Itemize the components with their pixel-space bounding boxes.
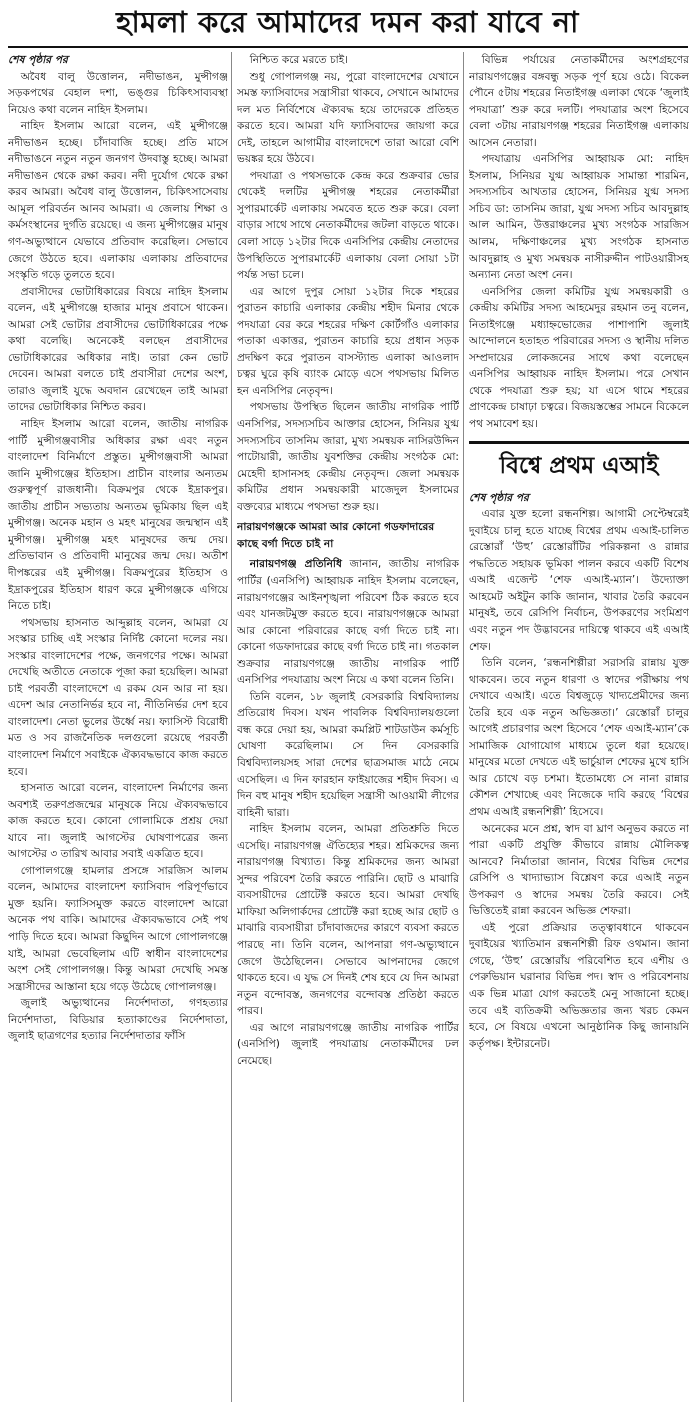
paragraph: এবার যুক্ত হলো রন্ধনশিল্প। আগামী সেপ্টেম্বরেই দুবাইয়ে চালু হতে যাচ্ছে বিশ্বের প্রথম এআই-চালিত রেস্তোরাঁ ‘উহু’ রেস্তোরাঁটির পরিকল্পনা ও রান্নার পদ্ধতিতে সহায়ক ভূমিকা পালন করবে একটি বিশেষ এআই এজেন্ট ‘শেফ এআই-ম্যান’। উদ্যোক্তা আহমেট অইটুন কাকি জানান, খাবার তৈরি করবেন মানুষই, তবে রেসিপি নির্বাচন, উপকরণের সংমিশ্রণ এবং নতুন পদ উদ্ভাবনের দায়িত্বে থাকবে এই এআই শেফ। — [469, 508, 689, 653]
paragraph: প্রবাসীদের ভোটাধিকারের বিষয়ে নাহিদ ইসলাম বলেন, এই মুন্সীগঞ্জে হাজার মানুষ প্রবাসে থাকেন। আমরা সেই ভোটার প্রবাসীদের ভোটাধিকারের পক্ষে কথা বলেছি। অনেকেই বলছেন প্রবাসীদের ভোটাধিকারের অধিকার নাই। তারা কেন ভোট দেবেন। আমরা বলতে চাই প্রবাসীরা দেশের অংশ, তারাও জুলাই যুদ্ধে অবদান রেখেছেন তাই আমরা তাদের ভোটাধিকার নিশ্চিত করব। — [8, 285, 228, 414]
paragraph: নাহিদ ইসলাম আরো বলেন, জাতীয় নাগরিক পার্টি মুন্সীগঞ্জবাসীর অধিকার রক্ষা এবং নতুন বাংলাদেশ বিনির্মাণে প্রস্তুত। মুন্সীগঞ্জবাসী আমরা জানি মুন্সীগঞ্জের ইতিহাস। প্রাচীন বাংলার অন্যতম গুরুত্বপূর্ণ রাজধানী। বিক্রমপুর থেকে ইদ্রাকপুর। জাতীয় প্রাচীন সভ্যতায় অন্যতম ভূমিকায় ছিল এই মুন্সীগঞ্জ। অনেক মহান ও মহৎ মানুষের জন্মস্থান এই মুন্সীগঞ্জ। মুন্সীগঞ্জ মহৎ মানুষদের জন্ম দেয়। প্রতিভাবান ও প্রতিবাদী মানুষের জন্ম দেয়। অতীশ দীপঙ্করের এই মুন্সীগঞ্জ। বিক্রমপুরের ইতিহাস ও ইদ্রাকপুরের ইতিহাস ধারণ করে মুন্সীগঞ্জকে এগিয়ে নিতে চাই। — [8, 418, 228, 613]
headline-rule — [8, 46, 688, 48]
paragraph: পথসভায় উপস্থিত ছিলেন জাতীয় নাগরিক পার্টি এনসিপির, সদস্যসচিব আক্তার হোসেন, সিনিয়র যুগ্ম সদস্যসচিব তাসনিম জারা, মুখ্য সমন্বয়ক নাসিরউদ্দিন পাটোয়ারী, জাতীয় যুবশক্তির কেন্দ্রীয় সংগঠক মো: মেহেদী হাসানসহ কেন্দ্রীয় নেতৃবৃন্দ। জেলা সমন্বয়ক কমিটির প্রধান সমন্বয়কারী মাজেদুল ইসলামের বক্তব্যের মাধ্যমে পথসভা শুরু হয়। — [237, 401, 459, 513]
paragraph: শুধু গোপালগঞ্জ নয়, পুরো বাংলাদেশের যেখানে সমস্ত ফ্যাসিবাদের সন্ত্রাসীরা থাকবে, সেখানে আমাদের দল মত নির্বিশেষে ঐক্যবদ্ধ হয়ে তাদেরকে প্রতিহত করতে হবে। আমরা যদি ফ্যাসিবাদের জায়গা করে দেই, তাহলে আগামীর বাংলাদেশে তারা আরো বেশি ভয়ঙ্কর হয়ে উঠবে। — [237, 70, 459, 166]
paragraph: তিনি বলেন, ১৮ জুলাই বেসরকারি বিশ্ববিদ্যালয় প্রতিরোধ দিবস। যখন পাবলিক বিশ্ববিদ্যালয়গুলো বন্ধ করে দেয়া হয়, আমরা কমপ্লিট শাটডাউন কর্মসূচি ঘোষণা করেছিলাম। সে দিন বেসরকারি বিশ্ববিদ্যালয়সহ সারা দেশের ছাত্রসমাজ মাঠে নেমে এসেছিল। এ দিন ফারহান ফাইয়াজের শহীদ দিবস। এ দিন বহু মানুষ শহীদ হয়েছিল সন্ত্রাসী আওয়ামী লীগের বাহিনী দ্বারা। — [237, 690, 459, 819]
paragraph: নাহিদ ইসলাম আরো বলেন, এই মুন্সীগঞ্জে নদীভাঙন হচ্ছে। চাঁদাবাজি হচ্ছে। প্রতি মাসে নদীভাঙনে নতুন নতুন জনগণ উদবাস্তু হচ্ছে। আমরা নদীভাঙন থেকে রক্ষা করব। নদী দুর্যোগ থেকে রক্ষা করব আমরা। অবৈধ বালু উত্তোলন, চিকিৎসাসেবায় আমূল পরিবর্তন আনব আমরা। এ জেলায় শিক্ষা ও কর্মসংস্থানের দুর্গতি রয়েছে। এ জন্য মুন্সীগঞ্জের মানুষ গণ-অভ্যুত্থানে যেভাবে প্রতিবাদ করেছিল। সেভাবে জেগে উঠতে হবে। এলাকায় এলাকায় প্রতিবাদের সংস্কৃতি গড়ে তুলতে হবে। — [8, 120, 228, 282]
article-column-1 — [8, 52, 228, 1402]
continued-from-label: শেষ পৃষ্ঠার পর — [469, 491, 529, 504]
paragraph: এনসিপির জেলা কমিটির যুগ্ম সমন্বয়কারী ও কেন্দ্রীয় কমিটির সদস্য আহমেদুর রহমান তনু বলেন, নিতাইগঞ্জে মধ্যাহ্নভোজের পাশাপাশি জুলাই আন্দোলনে হতাহত পরিবারের সদস্য ও স্থানীয় দলিত সম্প্রদায়ের লোকজনের সাথে কথা বলেছেন এনসিপির আহ্বায়ক নাহিদ ইসলাম। পরে সেখান থেকে পদযাত্রা শুরু হয়; যা এসে থামে শহরের প্রাণকেন্দ্র চাষাঢ়া চত্বরে। বিজয়স্তম্ভের সামনে বিকেলে পথ সমাবেশ হয়। — [469, 285, 689, 431]
subheading: নারায়ণগঞ্জকে আমরা আর কোনো গডফাদারের কাছে বর্গা দিতে চাই না — [237, 521, 435, 550]
paragraph: এর আগে দুপুর সোয়া ১২টার দিকে শহরের পুরাতন কাচারি এলাকার কেন্দ্রীয় শহীদ মিনার থেকে পদযাত্রা বের করে শহরের দক্ষিণ কোর্টগাঁও এলাকার পতাকা একাত্তর, পুরাতন কাচারি হয়ে প্রধান সড়ক প্রদক্ষিণ করে পুরাতন বাসস্ট্যান্ড এলাকা আওলাদ চত্বর ঘুরে কৃষি ব্যাংক মোড়ে এসে পথসভায় মিলিত হন এনসিপির নেতৃবৃন্দ। — [237, 285, 459, 397]
paragraph: এর আগে নারায়ণগঞ্জে জাতীয় নাগরিক পার্টির (এনসিপি) জুলাই পদযাত্রায় নেতাকর্মীদের ঢল নেমেছে। — [237, 1021, 459, 1067]
byline-paragraph — [237, 556, 459, 688]
paragraph: পথসভায় হাসনাত আব্দুল্লাহ বলেন, আমরা যে সংস্কার চাচ্ছি এই সংস্কার নির্দিষ্ট কোনো দলের নয়। সংস্কার বাংলাদেশের পক্ষে, জনগণের পক্ষে। আমরা দেখেছি অতীতে নেতাকে পূজা করা হয়েছিল। আমরা চাই পরবর্তী বাংলাদেশে এ রকম যেন আর না হয়। এদেশ আর নেতানির্ভর হবে না, নীতিনির্ভর দেশ হবে বাংলাদেশ। নেতা ভুলের উর্ধ্বে নয়। ফ্যাসিস্ট বিরোধী মত ও সব রাজনৈতিক দলগুলো রয়েছে পরবর্তী বাংলাদেশ নির্মাণে সবাইকে ঐক্যবদ্ধভাবে কাজ করতে হবে। — [8, 616, 228, 778]
paragraph: তিনি বলেন, ‘রন্ধনশিল্পীরা সরাসরি রান্নায় যুক্ত থাকবেন। তবে নতুন ধারণা ও স্বাদের পরীক্ষায় পথ দেখাবে এআই। এতে বিশ্বজুড়ে খাদ্যপ্রেমীদের জন্য তৈরি হবে এক নতুন অভিজ্ঞতা।’ রেস্তোরাঁ চালুর আগেই প্রচারণার অংশ হিসেবে ‘শেফ এআই-ম্যান’কে সামাজিক যোগাযোগ মাধ্যমে তুলে ধরা হয়েছে। মানুষের মতো দেখতে এই ভার্চুয়াল শেফের মুখে হাসি আর চোখে বড় চশমা। ইতোমধ্যে সে নানা রান্নার কৌশল শেখাচ্ছে এবং নিজেকে দাবি করছে ‘বিশ্বের প্রথম এআই রন্ধনশিল্পী’ হিসেবে। — [469, 657, 689, 818]
paragraph: অনেকের মনে প্রশ্ন, স্বাদ বা ঘ্রাণ অনুভব করতে না পারা একটি প্রযুক্তি কীভাবে রান্নায় মৌলিকত্ব আনবে? নির্মাতারা জানান, বিশ্বের বিভিন্ন দেশের রেসিপি ও খাদ্যাভ্যাস বিশ্লেষণ করে এআই নতুন উপকরণ ও স্বাদের সমন্বয় তৈরি করবে। সেই ভিত্তিতেই রান্না করবেন অভিজ্ঞ শেফরা। — [469, 822, 689, 918]
paragraph: পদযাত্রা ও পথসভাকে কেন্দ্র করে শুক্রবার ভোর থেকেই দলটির মুন্সীগঞ্জ শহরের নেতাকর্মীরা সুপারমার্কেট এলাকায় সমবেত হতে শুরু করে। বেলা বাড়ার সাথে সাথে নেতাকর্মীদের জটলা বাড়তে থাকে। বেলা সাড়ে ১২টার দিকে এনসিপির কেন্দ্রীয় নেতাদের উপস্থিতিতে সুপারমার্কেট এলাকায় বেলা সোয়া ১টা পর্যন্ত সভা চলে। — [237, 169, 459, 282]
paragraph: অবৈধ বালু উত্তোলন, নদীভাঙন, মুন্সীগঞ্জ সড়কপথের বেহাল দশা, ভঙ্গুর চিকিৎসাব্যবস্থা নিয়েও কথা বলেন নাহিদ ইসলাম। — [8, 70, 228, 116]
paragraph: নাহিদ ইসলাম বলেন, আমরা প্রতিশ্রুতি দিতে এসেছি। নারায়ণগঞ্জ ঐতিহ্যের শহর। শ্রমিকদের জন্য নারায়ণগঞ্জ বিখ্যাত। কিন্তু শ্রমিকদের জন্য আমরা সুন্দর পরিবেশ তৈরি করতে পারিনি। ছোট ও মাঝারি ব্যবসায়ীদের প্রোটেক্ট করতে হবে। আমরা দেখছি মাফিয়া অলিগার্কদের প্রোটেক্ট করা হচ্ছে আর ছোট ও মাঝারি ব্যবসায়ীরা চাঁদাবাজদের কারণে ব্যবসা করতে পারছে না। তিনি বলেন, আপনারা গণ-অভ্যুত্থানে জেগে উঠেছিলেন। সেভাবে আপনাদের জেগে থাকতে হবে। এ যুদ্ধ সে দিনই শেষ হবে যে দিন আমরা নতুন বন্দোবস্ত, জনগণের বন্দোবস্ত প্রতিষ্ঠা করতে পারব। — [237, 823, 459, 1018]
paragraph: এই পুরো প্রক্রিয়ার তত্ত্বাবধানে থাকবেন দুবাইয়ের খ্যাতিমান রন্ধনশিল্পী রিফ ওথমান। জানা গেছে, ‘উহু’ রেস্তোরাঁয় পরিবেশিত হবে এশীয় ও পেরুভিয়ান ঘরানার বিভিন্ন পদ। স্বাদ ও পরিবেশনায় এক ভিন্ন মাত্রা যোগ করতেই মেনু সাজানো হচ্ছে। তবে এই ব্যতিক্রমী অভিজ্ঞতার জন্য খরচ কেমন হবে, সে বিষয়ে এখনো আনুষ্ঠানিক কিছু জানায়নি কর্তৃপক্ষ। ইন্টারনেট। — [469, 921, 689, 1050]
second-article-headline: বিশ্বে প্রথম এআই — [469, 441, 689, 482]
paragraph: বিভিন্ন পর্যায়ের নেতাকর্মীদের অংশগ্রহণের নারায়ণগঞ্জের বঙ্গবন্ধু সড়ক পূর্ণ হয়ে ওঠে। বিকেল পৌনে ৫টায় শহরের নিতাইগঞ্জ এলাকা থেকে ‘জুলাই পদযাত্রা’ শুরু করে দলটি। পদযাত্রার অংশ হিসেবে বেলা ৩টায় নারায়ণগঞ্জ শহরের নিতাইগঞ্জ এলাকায় আসেন নেতারা। — [469, 54, 689, 149]
paragraph: জুলাই অভ্যুত্থানের নির্দেশদাতা, গণহত্যার নির্দেশদাতা, বিডিয়ার হত্যাকাণ্ডের নির্দেশদাতা, জুলাই ছাত্রগণের হত্যার নির্দেশদাতার ফাঁসি — [8, 997, 228, 1043]
paragraph: হাসনাত আরো বলেন, বাংলাদেশ নির্মাণের জন্য অবশ্যই তরুণপ্রজন্মের মানুষকে নিয়ে ঐক্যবদ্ধভাবে কাজ করতে হবে। কোনো গোলামিকে প্রশ্রয় দেয়া যাবে না। জুলাই আগস্টের ঘোষণাপত্রের জন্য আগস্টের ৩ তারিখ আবার সবাই একত্রিত হবে। — [8, 782, 228, 861]
paragraph: পদযাত্রায় এনসিপির আহ্বায়ক মো: নাহিদ ইসলাম, সিনিয়র যুগ্ম আহ্বায়ক সামান্তা শারমিন, সদস্যসচিব আখতার হোসেন, সিনিয়র যুগ্ম সদস্য সচিব ডা: তাসনিম জারা, যুগ্ম সদস্য সচিব আবদুল্লাহ আল আমিন, উত্তরাঞ্চলের মুখ্য সংগঠক সারজিস আলম, দক্ষিণাঞ্চলের মুখ্য সংগঠক হাসনাত আবদুল্লাহ ও মুখ্য সমন্বয়ক নাসীরুদ্দীন পাটওয়ারীসহ অন্যান্য নেতা অংশ নেন। — [469, 153, 689, 282]
column-divider — [231, 52, 232, 1402]
column-divider — [463, 52, 464, 1402]
article-column-3 — [469, 52, 689, 1402]
headline: হামলা করে আমাদের দমন করা যাবে না — [116, 5, 579, 39]
article-column-2 — [237, 52, 459, 1402]
byline-text: জানান, জাতীয় নাগরিক পার্টির (এনসিপি) আহ্বায়ক নাহিদ ইসলাম বলেছেন, নারায়ণগঞ্জের আইনশৃঙ্খলা পরিবেশ ঠিক করতে হবে এবং যানজটমুক্ত করতে হবে। নারায়ণগঞ্জকে আমরা আর কোনো পরিবারের কাছে বর্গা দিতে চাই না। কোনো গডফাদারের কাছে বর্গা দিতে চাই না। গতকাল শুক্রবার নারায়ণগঞ্জে জাতীয় নাগরিক পার্টি এনসিপির পদযাত্রায় অংশ নিয়ে এ কথা বলেন তিনি। — [237, 558, 459, 687]
paragraph: নিশ্চিত করে মরতে চাই। — [249, 54, 349, 66]
byline-label: নারায়ণগঞ্জ প্রতিনিধি — [249, 558, 342, 571]
paragraph: গোপালগঞ্জে হামলার প্রসঙ্গে সারজিস আলম বলেন, আমাদের বাংলাদেশ ফ্যাসিবাদ পরিপূর্ণভাবে মুক্ত হয়নি। ফ্যাসিসমুক্ত করতে বাংলাদেশ আরো অনেক পথ বাকি। আমাদের ঐক্যবদ্ধভাবে সেই পথ পাড়ি দিতে হবে। আমরা কিছুদিন আগে গোপালগঞ্জে যাই, আমরা ভেবেছিলাম এটি স্বাধীন বাংলাদেশের অংশ সেই গোপালগঞ্জ। কিন্তু আমরা দেখেছি সমস্ত সন্ত্রাসীদের আস্তানা হয়ে গড়ে উঠেছে গোপালগঞ্জ। — [8, 864, 228, 993]
continued-from-label: শেষ পৃষ্ঠার পর — [8, 54, 68, 66]
